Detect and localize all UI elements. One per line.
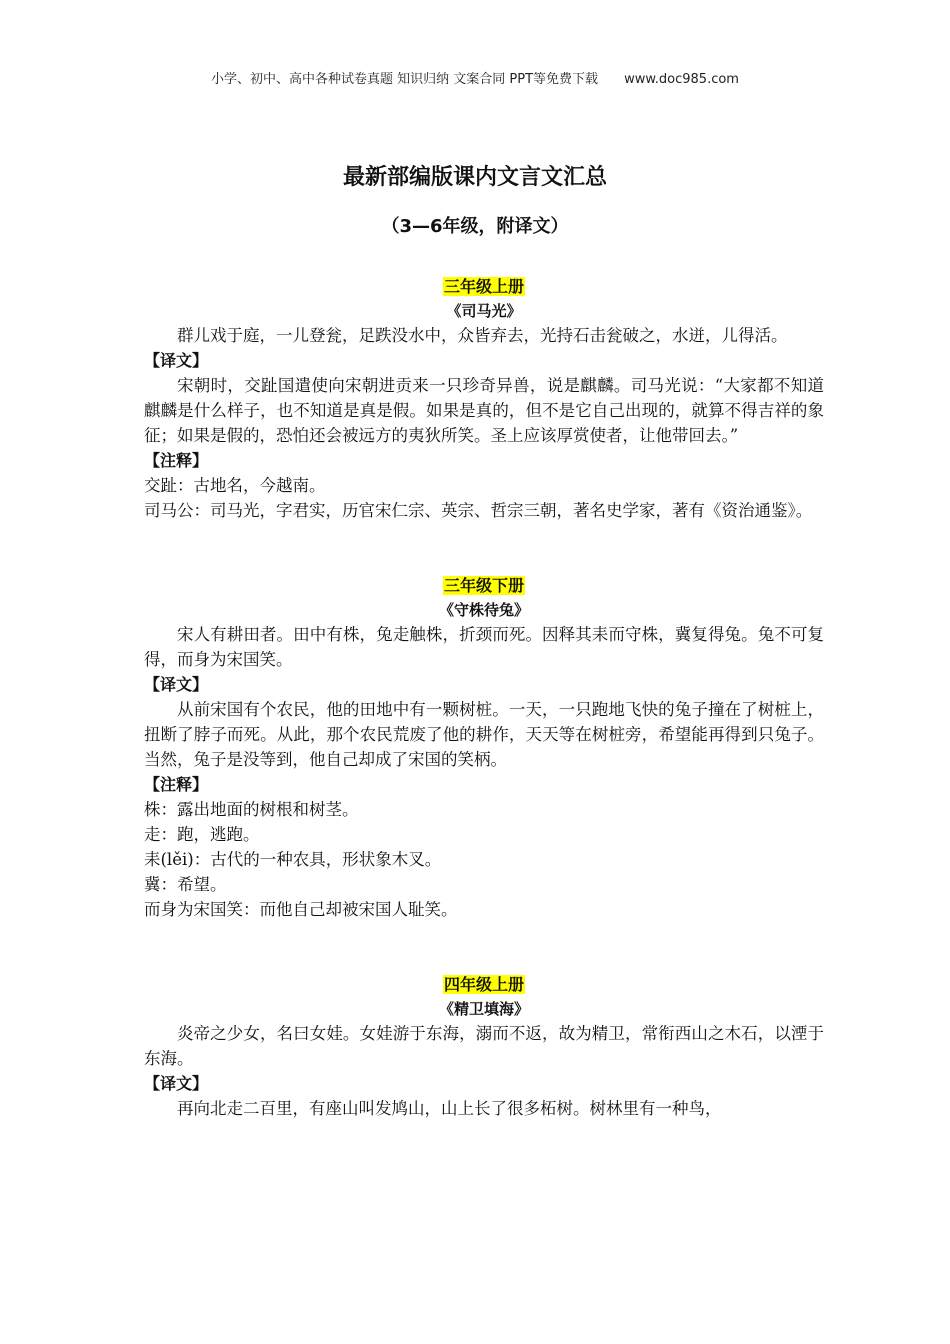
translation-label: 【译文】 bbox=[144, 675, 209, 694]
header-site-link[interactable]: www.doc985.com bbox=[624, 72, 739, 87]
document-title: 最新部编版课内文言文汇总 bbox=[342, 165, 607, 190]
note-item: 耒(lěi)：古代的一种农具，形状象木叉。 bbox=[144, 850, 442, 869]
note-item: 株：露出地面的树根和树茎。 bbox=[144, 800, 359, 819]
note-item: 走：跑，逃跑。 bbox=[144, 825, 260, 844]
lesson-title: 《精卫填海》 bbox=[438, 1000, 529, 1018]
grade-heading: 三年级下册 bbox=[443, 576, 524, 595]
translation-label: 【译文】 bbox=[144, 1074, 209, 1093]
section-grade3-vol2 bbox=[144, 573, 824, 922]
document-body bbox=[144, 274, 824, 1121]
translation-text: 从前宋国有个农民，他的田地中有一颗树桩。一天，一只跑地飞快的兔子撞在了树桩上，扭断了脖子而死。从此，那个农民荒废了他的耕作，天天等在树桩旁，希望能再得到只兔子。当然，兔子是没等到，他自己却成了宋国的笑柄。 bbox=[144, 700, 824, 769]
notes-label: 【注释】 bbox=[144, 451, 209, 470]
original-text: 宋人有耕田者。田中有株，兔走触株，折颈而死。因释其耒而守株，冀复得兔。兔不可复得，而身为宋国笑。 bbox=[144, 625, 824, 669]
notes-label: 【注释】 bbox=[144, 775, 209, 794]
note-item: 司马公：司马光，字君实，历官宋仁宗、英宗、哲宗三朝，著名史学家，著有《资治通鉴》。 bbox=[144, 501, 813, 520]
section-grade3-vol1 bbox=[144, 274, 824, 523]
header-text: 小学、初中、高中各种试卷真题 知识归纳 文案合同 PPT等免费下载 bbox=[211, 72, 599, 87]
grade-heading: 三年级上册 bbox=[443, 277, 524, 296]
note-item: 冀：希望。 bbox=[144, 875, 227, 894]
note-item: 而身为宋国笑：而他自己却被宋国人耻笑。 bbox=[144, 900, 458, 919]
lesson-title: 《守株待兔》 bbox=[438, 601, 529, 619]
page-header bbox=[0, 68, 950, 87]
grade-heading: 四年级上册 bbox=[443, 975, 524, 994]
document-subtitle: （3—6年级，附译文） bbox=[381, 216, 569, 237]
note-item: 交趾：古地名，今越南。 bbox=[144, 476, 326, 495]
translation-label: 【译文】 bbox=[144, 351, 209, 370]
translation-text: 宋朝时，交趾国遣使向宋朝进贡来一只珍奇异兽，说是麒麟。司马光说：“大家都不知道麒麟是什么样子，也不知道是真是假。如果是真的，但不是它自己出现的，就算不得吉祥的象征；如果是假的，恐怕还会被远方的夷狄所笑。圣上应该厚赏使者，让他带回去。” bbox=[144, 376, 824, 445]
original-text: 炎帝之少女，名曰女娃。女娃游于东海，溺而不返，故为精卫，常衔西山之木石，以湮于东海。 bbox=[144, 1024, 824, 1068]
section-grade4-vol1 bbox=[144, 972, 824, 1121]
translation-text: 再向北走二百里，有座山叫发鸠山，山上长了很多柘树。树林里有一种鸟， bbox=[177, 1099, 722, 1118]
original-text: 群儿戏于庭，一儿登瓮，足跌没水中，众皆弃去，光持石击瓮破之，水迸，儿得活。 bbox=[177, 326, 788, 345]
lesson-title: 《司马光》 bbox=[446, 302, 522, 320]
